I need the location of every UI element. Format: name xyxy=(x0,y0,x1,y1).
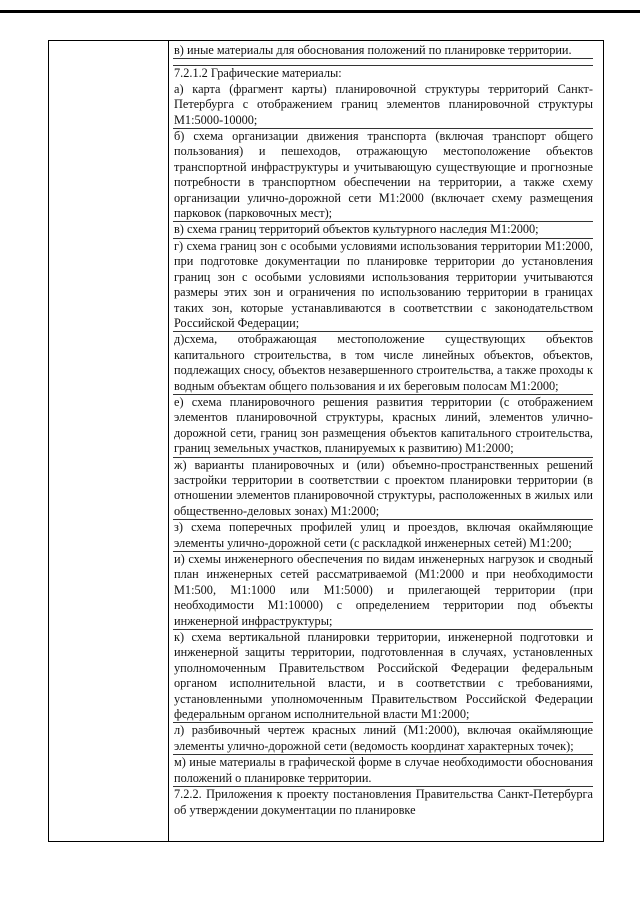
paragraph-k-vertical-planning: к) схема вертикальной планировки территории, инженерной подготовки и инженерной защиты территории, подготовленная в случаях, установленных уполномоченным Правительством Российской Федерации федеральным органом исполнительной власти, и в соответствии с требованиями, установленными уполномоченным Правительством Российской Федерации федеральным органом исполнительной власти М1:2000; xyxy=(173,630,593,723)
top-rule xyxy=(0,10,640,13)
paragraph-g-special-zones: г) схема границ зон с особыми условиями использования территории М1:2000, при подготовке документации по планировке территории до установления границ зон с особыми условиями использования территории учитываются размеры этих зон и ограничения по использованию территории в границах таких зон, которые устанавливаются в соответствии с законодательством Российской Федерации; xyxy=(173,239,593,332)
paragraph-v-heritage-scheme: в) схема границ территорий объектов культурного наследия М1:2000; xyxy=(173,222,593,238)
paragraph-d-existing-objects: д)схема, отображающая местоположение существующих объектов капитального строительства, в том числе линейных объектов, объектов, подлежащих сносу, объектов незавершенного строительства, а также проходы к водным объектам общего пользования и их береговым полосам М1:2000; xyxy=(173,332,593,395)
row-spacer xyxy=(173,59,593,66)
paragraph-l-red-lines: л) разбивочный чертеж красных линий (М1:2000), включая окаймляющие элементы улично-дорожной сети (ведомость координат характерных точек); xyxy=(173,723,593,755)
left-column xyxy=(49,41,169,841)
paragraph-b-transport-scheme: б) схема организации движения транспорта (включая транспорт общего пользования) и пешеходов, отражающую местоположение объектов транспортной инфраструктуры и учитывающую существующие и прогнозные потребности в транспортном обеспечении на территории, а также схему организации улично-дорожной сети М1:2000 (включает схему размещения парковок (парковочных мест); xyxy=(173,129,593,222)
right-column xyxy=(173,43,593,818)
content-table xyxy=(48,40,604,842)
paragraph-v-other-materials: в) иные материалы для обоснования положений по планировке территории. xyxy=(173,43,593,59)
paragraph-z-street-profiles: з) схема поперечных профилей улиц и проездов, включая окаймляющие элементы улично-дорожной сети (с раскладкой инженерных сетей) М1:200; xyxy=(173,520,593,552)
paragraph-m-other-graphics: м) иные материалы в графической форме в случае необходимости обоснования положений о планировке территории. xyxy=(173,755,593,787)
paragraph-7-2-2-appendices: 7.2.2. Приложения к проекту постановления Правительства Санкт-Петербурга об утверждении документации по планировке xyxy=(174,787,593,817)
paragraph-i-engineering: и) схемы инженерного обеспечения по видам инженерных нагрузок и сводный план инженерных сетей рассматриваемой (М1:2000 и при необходимости М1:500, М1:1000 или М1:5000) и прилегающей территории (при необходимости М1:10000) с определением территории под объекты инженерной инфраструктуры; xyxy=(173,552,593,630)
paragraph-zh-variants: ж) варианты планировочных и (или) объемно-пространственных решений застройки территории в соответствии с проектом планировки территории (в отношении элементов планировочной структуры, расположенных в жилых или общественно-деловых зонах) М1:2000; xyxy=(173,458,593,521)
paragraph-section-7-2-1-2: 7.2.1.2 Графические материалы: xyxy=(174,66,342,81)
paragraph-a-planning-map: а) карта (фрагмент карты) планировочной структуры территорий Санкт-Петербурга с отображением границ элементов планировочной структуры М1:5000-10000; xyxy=(173,82,593,129)
paragraph-e-planning-solution: е) схема планировочного решения развития территории (с отображением элементов планировочной структуры, красных линий, элементов улично-дорожной сети, границ зон размещения объектов капитального строительства, границ земельных участков, планируемых к развитию) М1:2000; xyxy=(173,395,593,458)
